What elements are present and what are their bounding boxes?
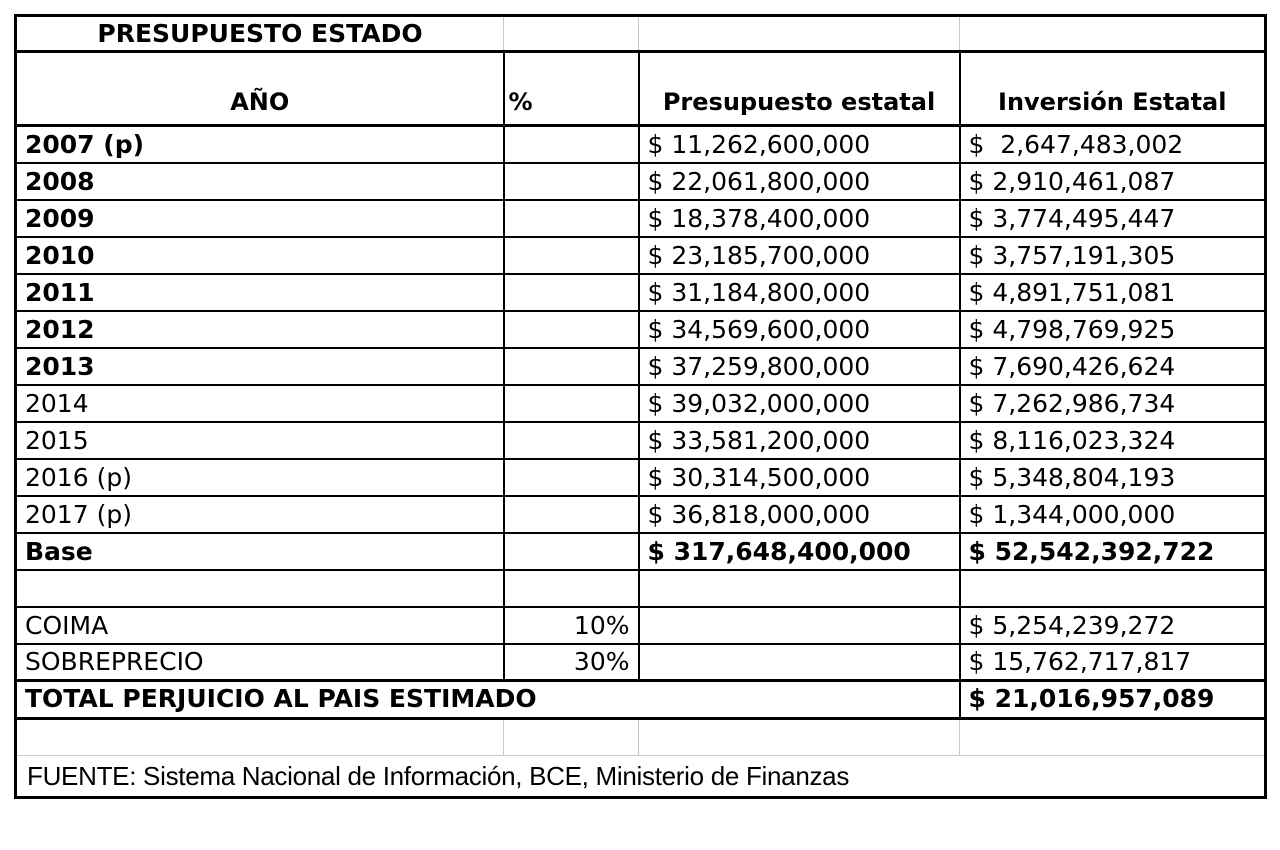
title-row bbox=[16, 16, 1266, 52]
presupuesto-value-cell: $ 37,259,800,000 bbox=[639, 348, 960, 385]
table-row-2017 bbox=[16, 496, 1266, 533]
table-row-2007 bbox=[16, 126, 1266, 163]
spacer-row bbox=[16, 570, 1266, 607]
empty-cell bbox=[504, 719, 639, 756]
source-note: FUENTE: Sistema Nacional de Información, BCE, Ministerio de Finanzas bbox=[16, 756, 1266, 798]
inversion-value-cell: $ 1,344,000,000 bbox=[960, 496, 1266, 533]
pct-cell bbox=[504, 237, 639, 274]
title-row-empty-cell bbox=[504, 16, 639, 52]
pct-cell: 10% bbox=[504, 607, 639, 644]
year-cell: 2015 bbox=[16, 422, 504, 459]
inversion-value-cell: $ 52,542,392,722 bbox=[960, 533, 1266, 570]
table-row-2015 bbox=[16, 422, 1266, 459]
inversion-value-cell: $ 2,910,461,087 bbox=[960, 163, 1266, 200]
empty-cell bbox=[16, 719, 504, 756]
pct-cell bbox=[504, 311, 639, 348]
budget-table bbox=[14, 14, 1267, 799]
table-row-2014 bbox=[16, 385, 1266, 422]
presupuesto-value-cell bbox=[639, 644, 960, 681]
presupuesto-value-cell: $ 317,648,400,000 bbox=[639, 533, 960, 570]
year-cell: 2013 bbox=[16, 348, 504, 385]
pct-cell bbox=[504, 422, 639, 459]
pct-cell: 30% bbox=[504, 644, 639, 681]
pct-cell bbox=[504, 163, 639, 200]
footer-row bbox=[16, 756, 1266, 798]
inversion-value-cell: $ 8,116,023,324 bbox=[960, 422, 1266, 459]
column-header-row bbox=[16, 52, 1266, 126]
adjustment-label-cell: COIMA bbox=[16, 607, 504, 644]
empty-cell bbox=[504, 570, 639, 607]
pct-cell bbox=[504, 459, 639, 496]
year-cell: 2010 bbox=[16, 237, 504, 274]
col-header-presupuesto: Presupuesto estatal bbox=[639, 52, 960, 126]
year-cell: 2009 bbox=[16, 200, 504, 237]
presupuesto-value-cell: $ 22,061,800,000 bbox=[639, 163, 960, 200]
table-row-2012 bbox=[16, 311, 1266, 348]
presupuesto-value-cell: $ 33,581,200,000 bbox=[639, 422, 960, 459]
presupuesto-value-cell: $ 36,818,000,000 bbox=[639, 496, 960, 533]
inversion-value-cell: $ 4,891,751,081 bbox=[960, 274, 1266, 311]
empty-cell bbox=[960, 570, 1266, 607]
title-row-empty-cell bbox=[639, 16, 960, 52]
inversion-value-cell: $ 15,762,717,817 bbox=[960, 644, 1266, 681]
table-row-total bbox=[16, 681, 1266, 719]
total-value-cell: $ 21,016,957,089 bbox=[960, 681, 1266, 719]
table-row-2011 bbox=[16, 274, 1266, 311]
table-row-sobreprecio bbox=[16, 644, 1266, 681]
presupuesto-value-cell: $ 34,569,600,000 bbox=[639, 311, 960, 348]
empty-cell bbox=[639, 570, 960, 607]
total-label-cell: TOTAL PERJUICIO AL PAIS ESTIMADO bbox=[16, 681, 960, 719]
year-cell: 2011 bbox=[16, 274, 504, 311]
pct-cell bbox=[504, 496, 639, 533]
empty-cell bbox=[960, 719, 1266, 756]
inversion-value-cell: $ 3,757,191,305 bbox=[960, 237, 1266, 274]
table-row-base bbox=[16, 533, 1266, 570]
empty-cell bbox=[639, 719, 960, 756]
table-row-2016 bbox=[16, 459, 1266, 496]
table-row-2009 bbox=[16, 200, 1266, 237]
pct-cell bbox=[504, 533, 639, 570]
year-cell: 2007 (p) bbox=[16, 126, 504, 163]
table-title: PRESUPUESTO ESTADO bbox=[16, 16, 504, 52]
pct-cell bbox=[504, 348, 639, 385]
inversion-value-cell: $ 2,647,483,002 bbox=[960, 126, 1266, 163]
year-cell: 2012 bbox=[16, 311, 504, 348]
year-cell: Base bbox=[16, 533, 504, 570]
year-cell: 2008 bbox=[16, 163, 504, 200]
presupuesto-value-cell: $ 18,378,400,000 bbox=[639, 200, 960, 237]
title-row-empty-cell bbox=[960, 16, 1266, 52]
pct-cell bbox=[504, 274, 639, 311]
presupuesto-value-cell: $ 31,184,800,000 bbox=[639, 274, 960, 311]
table-row-2010 bbox=[16, 237, 1266, 274]
spacer-row bbox=[16, 719, 1266, 756]
presupuesto-value-cell: $ 30,314,500,000 bbox=[639, 459, 960, 496]
year-cell: 2017 (p) bbox=[16, 496, 504, 533]
presupuesto-value-cell: $ 11,262,600,000 bbox=[639, 126, 960, 163]
table-row-coima bbox=[16, 607, 1266, 644]
inversion-value-cell: $ 5,254,239,272 bbox=[960, 607, 1266, 644]
pct-cell bbox=[504, 126, 639, 163]
pct-cell bbox=[504, 385, 639, 422]
empty-cell bbox=[16, 570, 504, 607]
col-header-year: AÑO bbox=[16, 52, 504, 126]
year-cell: 2014 bbox=[16, 385, 504, 422]
presupuesto-value-cell bbox=[639, 607, 960, 644]
inversion-value-cell: $ 3,774,495,447 bbox=[960, 200, 1266, 237]
presupuesto-value-cell: $ 23,185,700,000 bbox=[639, 237, 960, 274]
pct-cell bbox=[504, 200, 639, 237]
presupuesto-value-cell: $ 39,032,000,000 bbox=[639, 385, 960, 422]
inversion-value-cell: $ 7,690,426,624 bbox=[960, 348, 1266, 385]
inversion-value-cell: $ 7,262,986,734 bbox=[960, 385, 1266, 422]
table-row-2008 bbox=[16, 163, 1266, 200]
inversion-value-cell: $ 4,798,769,925 bbox=[960, 311, 1266, 348]
adjustment-label-cell: SOBREPRECIO bbox=[16, 644, 504, 681]
col-header-inversion: Inversión Estatal bbox=[960, 52, 1266, 126]
table-row-2013 bbox=[16, 348, 1266, 385]
col-header-pct: % bbox=[504, 52, 639, 126]
year-cell: 2016 (p) bbox=[16, 459, 504, 496]
inversion-value-cell: $ 5,348,804,193 bbox=[960, 459, 1266, 496]
